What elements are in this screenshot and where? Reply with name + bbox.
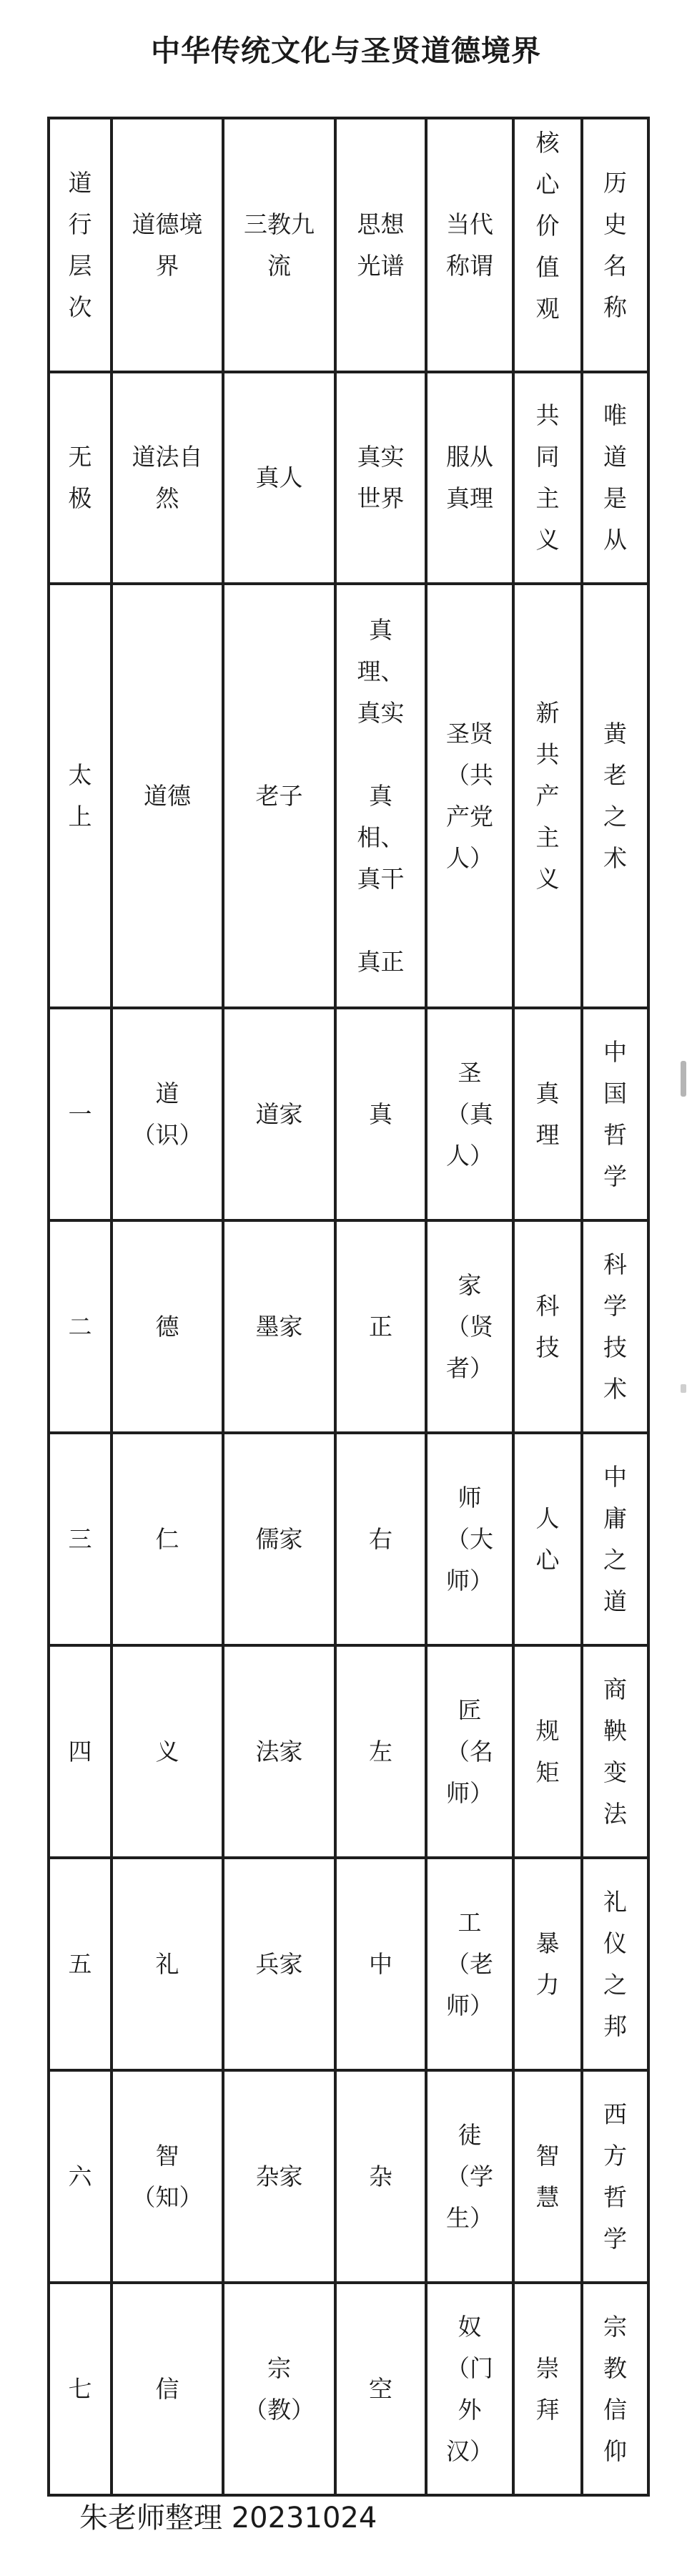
cell-values: 崇 拜 [513, 2283, 582, 2495]
table-row [49, 2070, 648, 2283]
cell-realm: 义 [112, 1645, 223, 1858]
cell-school: 宗 （教） [223, 2283, 335, 2495]
cell-school: 墨家 [223, 1220, 335, 1433]
cell-level: 七 [49, 2283, 112, 2495]
cell-values: 规 矩 [513, 1645, 582, 1858]
page-title: 中华传统文化与圣贤道德境界 [151, 34, 541, 68]
cell-history: 唯 道 是 从 [582, 372, 648, 584]
cell-values: 智 慧 [513, 2070, 582, 2283]
table-header-row [49, 118, 648, 372]
cell-spectrum: 杂 [335, 2070, 426, 2283]
cell-level: 四 [49, 1645, 112, 1858]
cell-title: 工 （老 师） [426, 1858, 513, 2070]
cell-school: 兵家 [223, 1858, 335, 2070]
table-row [49, 1008, 648, 1220]
author-date-footer: 朱老师整理 20231024 [79, 2502, 377, 2535]
cell-spectrum: 空 [335, 2283, 426, 2495]
cell-school: 真人 [223, 372, 335, 584]
cell-values: 科 技 [513, 1220, 582, 1433]
table-row [49, 372, 648, 584]
cell-values: 人 心 [513, 1433, 582, 1645]
cell-history: 商 鞅 变 法 [582, 1645, 648, 1858]
cell-realm: 智 （知） [112, 2070, 223, 2283]
header-cell-school: 三教九 流 [223, 118, 335, 372]
scrollbar-marker [681, 1384, 686, 1393]
cell-realm: 信 [112, 2283, 223, 2495]
cell-level: 二 [49, 1220, 112, 1433]
cell-history: 西 方 哲 学 [582, 2070, 648, 2283]
table-row [49, 1645, 648, 1858]
cell-history: 黄 老 之 术 [582, 584, 648, 1008]
cell-realm: 道 （识） [112, 1008, 223, 1220]
cell-spectrum: 正 [335, 1220, 426, 1433]
cell-history: 中 国 哲 学 [582, 1008, 648, 1220]
cell-realm: 德 [112, 1220, 223, 1433]
header-cell-level: 道 行 层 次 [49, 118, 112, 372]
header-cell-history: 历 史 名 称 [582, 118, 648, 372]
cell-level: 一 [49, 1008, 112, 1220]
cell-history: 礼 仪 之 邦 [582, 1858, 648, 2070]
cell-school: 杂家 [223, 2070, 335, 2283]
cell-title: 家 （贤 者） [426, 1220, 513, 1433]
cell-values: 真 理 [513, 1008, 582, 1220]
cell-spectrum: 真 [335, 1008, 426, 1220]
cell-title: 匠 （名 师） [426, 1645, 513, 1858]
header-cell-spectrum: 思想 光谱 [335, 118, 426, 372]
cell-level: 三 [49, 1433, 112, 1645]
cell-history: 科 学 技 术 [582, 1220, 648, 1433]
cell-level: 太 上 [49, 584, 112, 1008]
cell-level: 六 [49, 2070, 112, 2283]
scrollbar-thumb[interactable] [681, 1061, 686, 1097]
header-cell-title: 当代 称谓 [426, 118, 513, 372]
cell-spectrum: 左 [335, 1645, 426, 1858]
cell-title: 服从 真理 [426, 372, 513, 584]
realm-table-container [47, 117, 647, 2497]
cell-values: 暴 力 [513, 1858, 582, 2070]
cell-values: 共 同 主 义 [513, 372, 582, 584]
cell-school: 法家 [223, 1645, 335, 1858]
table-row [49, 1433, 648, 1645]
cell-title: 圣贤 （共 产党 人） [426, 584, 513, 1008]
table-row [49, 2283, 648, 2495]
cell-realm: 道德 [112, 584, 223, 1008]
cell-level: 五 [49, 1858, 112, 2070]
header-cell-values: 核 心 价 值 观 [513, 118, 582, 372]
table-row [49, 584, 648, 1008]
cell-spectrum: 真实 世界 [335, 372, 426, 584]
cell-title: 师 （大 师） [426, 1433, 513, 1645]
cell-values: 新 共 产 主 义 [513, 584, 582, 1008]
table-row [49, 1858, 648, 2070]
cell-school: 老子 [223, 584, 335, 1008]
cell-spectrum: 真 理、 真实 真 相、 真干 真正 [335, 584, 426, 1008]
cell-title: 奴 （门 外 汉） [426, 2283, 513, 2495]
cell-history: 中 庸 之 道 [582, 1433, 648, 1645]
cell-level: 无 极 [49, 372, 112, 584]
realm-table [47, 117, 650, 2497]
header-cell-realm: 道德境 界 [112, 118, 223, 372]
cell-realm: 礼 [112, 1858, 223, 2070]
cell-school: 儒家 [223, 1433, 335, 1645]
cell-realm: 仁 [112, 1433, 223, 1645]
cell-realm: 道法自 然 [112, 372, 223, 584]
table-row [49, 1220, 648, 1433]
cell-title: 徒 （学 生） [426, 2070, 513, 2283]
cell-school: 道家 [223, 1008, 335, 1220]
cell-spectrum: 中 [335, 1858, 426, 2070]
cell-title: 圣 （真 人） [426, 1008, 513, 1220]
cell-spectrum: 右 [335, 1433, 426, 1645]
cell-history: 宗 教 信 仰 [582, 2283, 648, 2495]
